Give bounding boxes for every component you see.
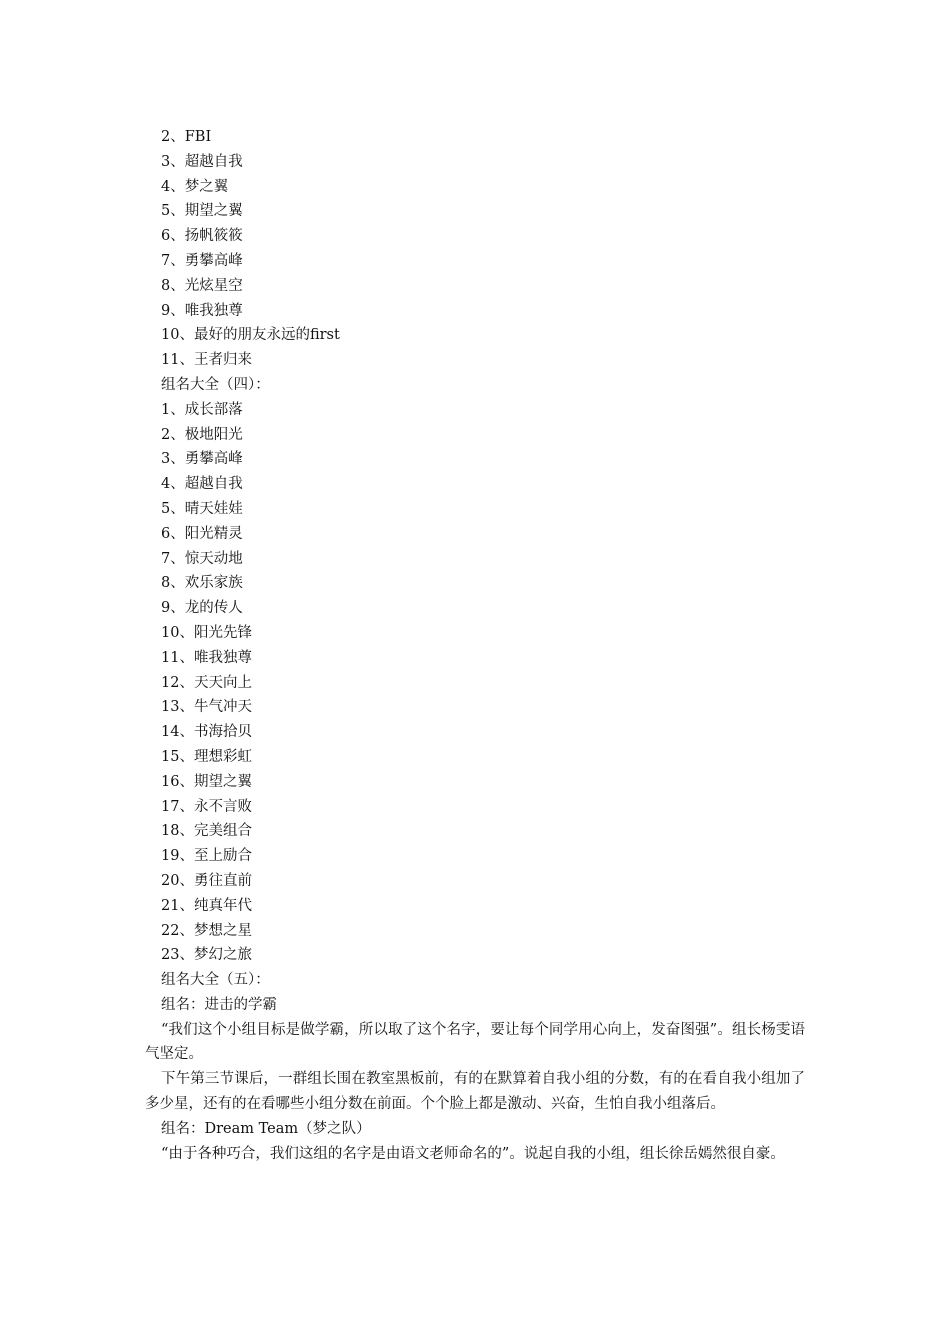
paragraph: “由于各种巧合，我们这组的名字是由语文老师命名的”。说起自我的小组，组长徐岳嫣然很自豪。 (161, 1145, 785, 1162)
text-line: 19、至上励合 (161, 848, 252, 865)
text-line: 14、书海拾贝 (161, 724, 252, 741)
text-line: 2、FBI (161, 129, 212, 145)
text-line: 16、期望之翼 (161, 773, 252, 790)
text-line: 4、超越自我 (161, 476, 243, 493)
text-line: 13、牛气冲天 (161, 699, 252, 716)
section-heading: 组名大全（五）： (161, 972, 270, 989)
text-line: 12、天天向上 (161, 674, 252, 691)
paragraph: “我们这个小组目标是做学霸，所以取了这个名字，要让每个同学用心向上，发奋图强”。组长杨雯语气坚定。 (145, 1021, 805, 1063)
text-line: 3、超越自我 (161, 153, 243, 170)
text-line: 17、永不言败 (161, 798, 252, 815)
text-line: 20、勇往直前 (161, 872, 252, 889)
text-line: 21、纯真年代 (161, 897, 252, 914)
text-line: 6、阳光精灵 (161, 525, 243, 542)
paragraph: 下午第三节课后，一群组长围在教室黑板前，有的在默算着自我小组的分数，有的在看自我小组加了多少星，还有的在看哪些小组分数在前面。个个脸上都是激动、兴奋，生怕自我小组落后。 (145, 1071, 805, 1113)
text-line: 4、梦之翼 (161, 178, 229, 195)
text-line: 7、惊天动地 (161, 550, 243, 567)
document-page (145, 125, 805, 1166)
text-line: 5、晴天娃娃 (161, 500, 243, 517)
text-line: 1、成长部落 (161, 401, 243, 418)
text-line: 11、唯我独尊 (161, 649, 252, 666)
text-line: 6、扬帆筱筱 (161, 228, 243, 245)
text-line: 5、期望之翼 (161, 203, 243, 220)
text-line: 18、完美组合 (161, 823, 252, 840)
section-heading: 组名大全（四）： (161, 376, 270, 393)
text-line: 15、理想彩虹 (161, 748, 252, 765)
text-line: 9、唯我独尊 (161, 302, 243, 319)
text-line: 23、梦幻之旅 (161, 947, 252, 964)
text-line: 2、极地阳光 (161, 426, 243, 443)
group-name-line: 组名：Dream Team（梦之队） (161, 1120, 371, 1137)
text-line: 9、龙的传人 (161, 600, 243, 617)
text-line: 10、阳光先锋 (161, 624, 252, 641)
text-line: 22、梦想之星 (161, 922, 252, 939)
text-line: 10、最好的朋友永远的first (161, 327, 340, 344)
group-name-line: 组名：进击的学霸 (161, 996, 277, 1013)
text-line: 11、王者归来 (161, 352, 252, 369)
text-line: 3、勇攀高峰 (161, 451, 243, 468)
text-line: 7、勇攀高峰 (161, 252, 243, 269)
text-line: 8、光炫星空 (161, 277, 243, 294)
text-line: 8、欢乐家族 (161, 575, 243, 592)
